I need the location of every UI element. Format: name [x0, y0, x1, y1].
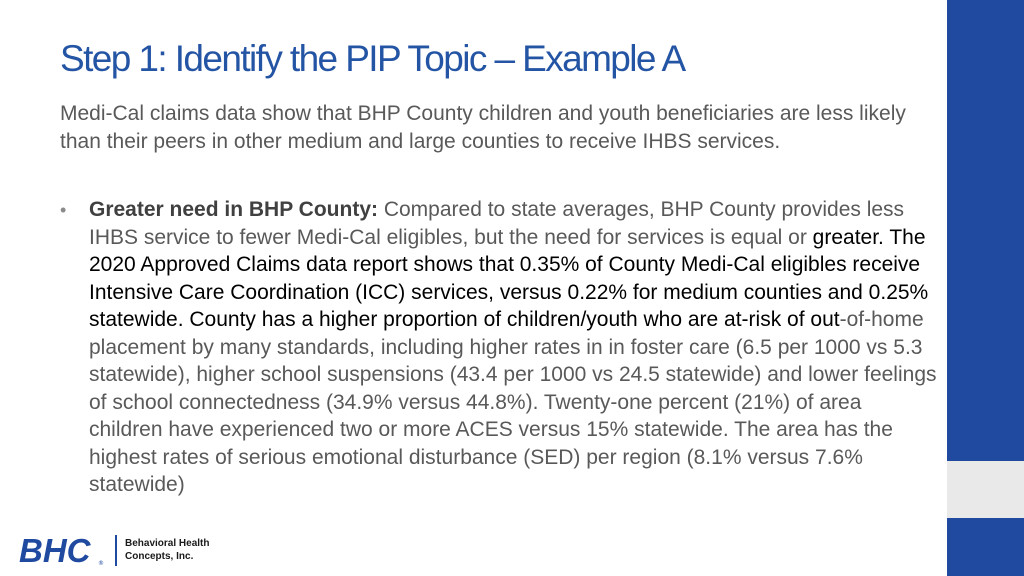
bullet-text-part-3: -of-home placement by many standards, including higher rates in in foster care (6.5 per 1000 vs 5.3 statewide), higher school suspensions (43.4 per 1000 vs 24.5 statewide) and lower feelings of school connectedness (34.9% versus 44.8%). Twenty-one percent (21%) of area children have experienced two or more ACES versus 15% statewide. The area has the highest rates of serious emotional disturbance (SED) per region (8.1% versus 7.6% statewide)	[89, 308, 937, 496]
bullet-text	[89, 196, 940, 499]
logo-line-1: Behavioral Health	[125, 538, 210, 549]
sidebar-accent-bottom	[947, 518, 1024, 576]
logo-divider	[115, 535, 117, 566]
bullet-text-part-1: Compared to state averages, BHP County provides less IHBS service to fewer Medi-Cal eligibles, but the need for services is equal or	[89, 198, 905, 249]
bullet-heading: Greater need in BHP County:	[89, 198, 378, 221]
bhc-logo	[18, 532, 108, 568]
logo-company-name	[125, 537, 209, 563]
bullet-text-part-2: greater. The 2020 Approved Claims data report shows that 0.35% of County Medi-Cal eligibles receive Intensive Care Coordination (ICC) services, versus 0.22% for medium counties and 0.25% statewide. County has a higher proportion of children/youth who are at-risk of out	[89, 225, 929, 331]
bullet-item	[60, 196, 940, 499]
sidebar-accent-top	[947, 0, 1024, 461]
sidebar-accent-middle	[947, 461, 1024, 518]
registered-icon: ®	[98, 560, 104, 567]
intro-paragraph: Medi-Cal claims data show that BHP County children and youth beneficiaries are less likely than their peers in other medium and large counties to receive IHBS services.	[60, 102, 906, 153]
slide-title: Step 1: Identify the PIP Topic – Example A	[60, 38, 685, 79]
logo-line-2: Concepts, Inc.	[125, 551, 194, 562]
bullet-dot-icon: •	[60, 200, 67, 220]
logo-mark: BHC	[19, 532, 91, 568]
